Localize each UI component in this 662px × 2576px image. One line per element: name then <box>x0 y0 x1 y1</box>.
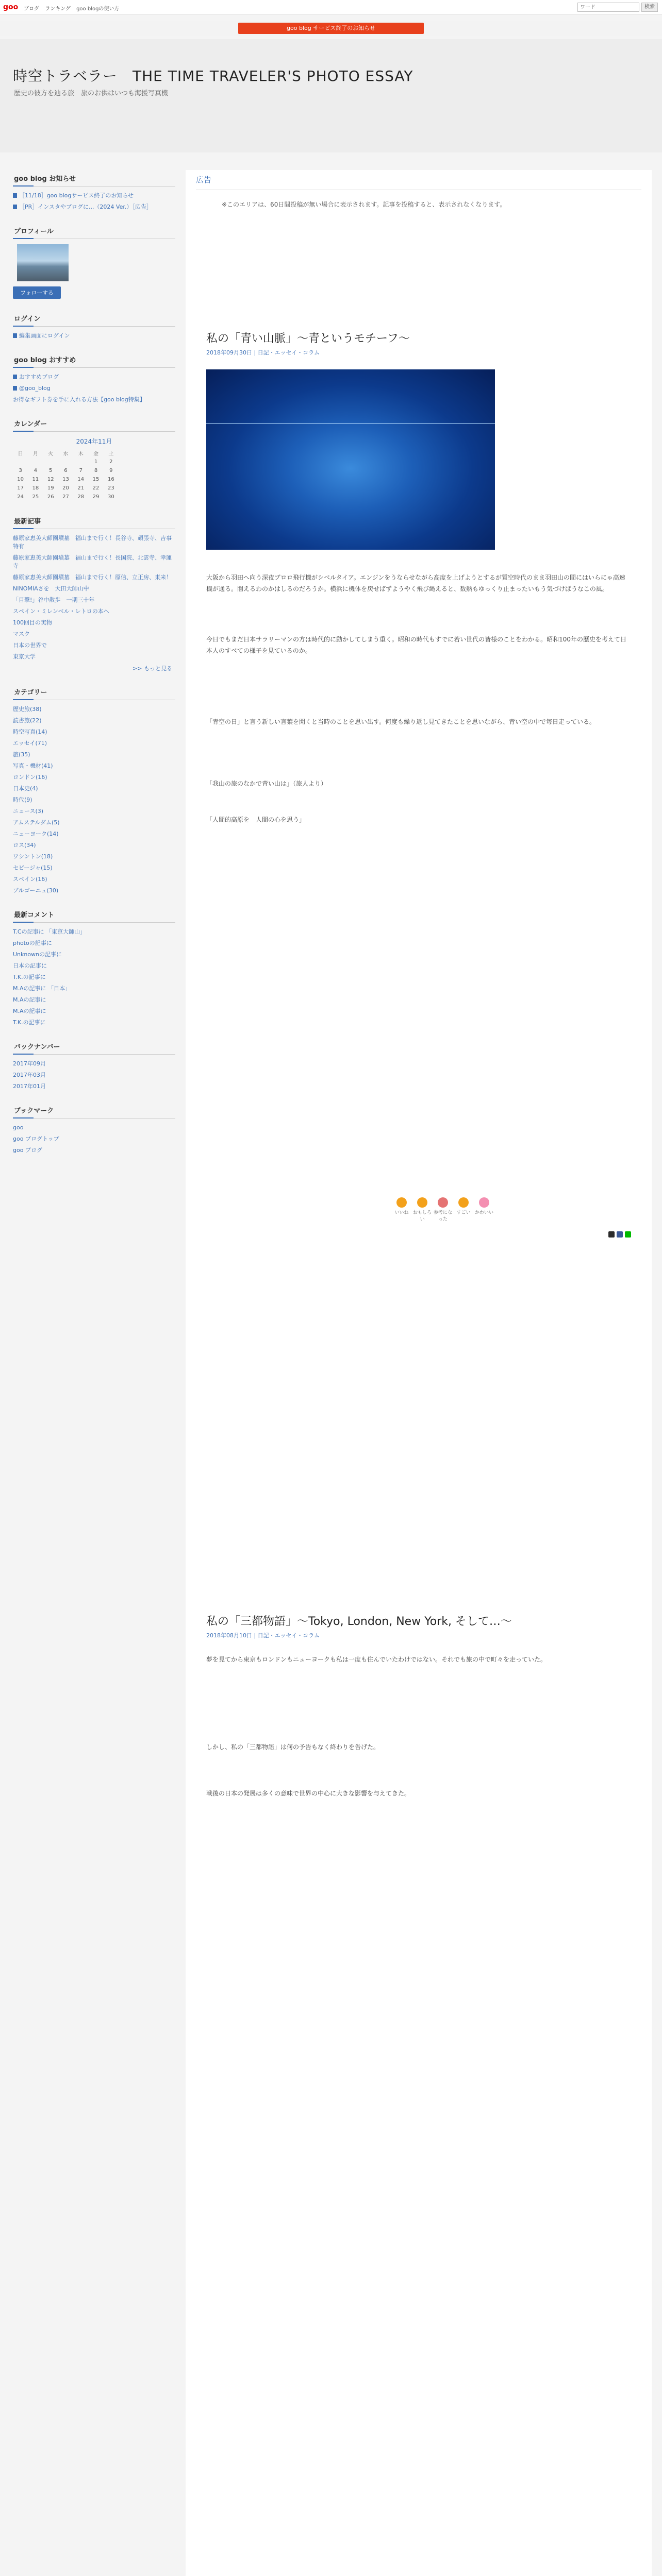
recent-article-link[interactable]: 「目撃!」谷中散歩 一期三十年 <box>13 597 95 603</box>
bookmark-link[interactable]: goo ブログ <box>13 1147 42 1154</box>
calendar-day: 10 <box>17 477 24 482</box>
calendar-month[interactable]: 2024年11月 <box>76 438 112 445</box>
reaction-funny-button[interactable]: おもしろい <box>412 1195 432 1219</box>
top-nav-howto[interactable]: goo blogの使い方 <box>76 6 120 12</box>
calendar-dow: 金 <box>93 451 99 457</box>
sidebar-calendar-title: カレンダー <box>13 415 175 432</box>
post-paragraph: 「青空の日」と言う新しい言葉を聞くと当時のことを思い出す。何度も繰り返し見てきたことを思いながら、青い空の中で毎日走っている。 <box>206 718 596 725</box>
calendar-day: 21 <box>77 485 85 491</box>
calendar-day <box>43 457 58 466</box>
service-end-notice-link[interactable]: goo blog サービス終了のお知らせ <box>238 23 424 34</box>
calendar-dow: 木 <box>78 451 84 457</box>
inactive-notice: ※このエリアは、60日間投稿が無い場合に表示されます。記事を投稿すると、表示されなくなります。 <box>222 201 506 208</box>
follow-button[interactable]: フォローする <box>13 286 61 299</box>
reaction-like-button[interactable]: いいね <box>392 1195 411 1219</box>
sidebar-login-title: ログイン <box>13 310 175 327</box>
calendar-day: 2 <box>109 459 113 465</box>
reaction-helpful-button[interactable]: 参考になった <box>433 1195 453 1219</box>
calendar-table <box>13 449 119 501</box>
wow-icon <box>458 1197 469 1208</box>
category-link[interactable]: ロス(34) <box>13 842 36 849</box>
category-link[interactable]: ブルゴーニュ(30) <box>13 887 59 894</box>
calendar-day: 6 <box>64 468 68 473</box>
calendar-day: 16 <box>107 477 114 482</box>
calendar-day: 9 <box>109 468 113 473</box>
calendar-day: 5 <box>49 468 53 473</box>
calendar-day: 3 <box>19 468 22 473</box>
post-title[interactable]: 私の「三都物語」～Tokyo, London, New York, そして…～ <box>206 1615 512 1628</box>
calendar-day: 14 <box>77 477 85 482</box>
category-link[interactable]: 時代(9) <box>13 796 32 803</box>
notice-bar <box>0 21 662 36</box>
recent-article-link[interactable]: NINOMIAさを 大田大師山中 <box>13 585 89 592</box>
recent-article-link[interactable]: 藤原家恵美大師園墳墓 福山まで行く！原信、立正房、東来！ <box>13 574 172 581</box>
calendar-dow: 水 <box>63 451 69 457</box>
sidebar-bookmark-section <box>13 1102 175 1155</box>
sidebar-recommend-title: goo blog おすすめ <box>13 351 175 368</box>
reaction-great-button[interactable]: すごい <box>454 1195 473 1219</box>
share-x-icon[interactable] <box>608 1231 615 1238</box>
comment-link[interactable]: 日本の記事に <box>13 962 47 969</box>
recent-article-link[interactable]: 日本の世界で <box>13 642 47 649</box>
sidebar-category-section <box>13 684 175 895</box>
calendar-day: 22 <box>92 485 100 491</box>
goo-logo[interactable]: goo <box>3 3 19 11</box>
star-icon <box>13 375 17 379</box>
post-image-blue-mountains[interactable] <box>206 369 495 550</box>
bookmark-link[interactable]: goo <box>13 1124 24 1131</box>
calendar-day: 18 <box>32 485 39 491</box>
sidebar-notice-title: goo blog お知らせ <box>13 170 175 187</box>
backnumber-link[interactable]: 2017年01月 <box>13 1083 46 1090</box>
sidebar-recent-section <box>13 513 175 672</box>
sidebar-profile-section <box>13 223 175 299</box>
laugh-icon <box>417 1197 427 1208</box>
comment-link[interactable]: photoの記事に <box>13 940 52 946</box>
comment-link[interactable]: M.Aの記事に <box>13 1008 46 1014</box>
calendar-day: 26 <box>47 494 54 500</box>
calendar-dow: 日 <box>18 451 23 457</box>
comment-link[interactable]: Unknownの記事に <box>13 951 62 958</box>
sidebar-notice-item[interactable]: ［PR］インスタやブログに...（2024 Ver.）［広告］ <box>13 203 175 211</box>
top-toolbar <box>0 0 662 14</box>
calendar-day: 4 <box>34 468 38 473</box>
site-title[interactable]: 時空トラベラー THE TIME TRAVELER'S PHOTO ESSAY <box>13 67 413 84</box>
smile-icon <box>396 1197 407 1208</box>
recommend-item[interactable]: お得なギフト券を手に入れる方法【goo blog特集】 <box>13 396 145 403</box>
sidebar-profile-title: プロフィール <box>13 223 175 239</box>
comment-link[interactable]: M.Aの記事に <box>13 996 46 1003</box>
top-nav-blog[interactable]: ブログ <box>24 6 39 12</box>
category-link[interactable]: セビージャ(15) <box>13 865 53 871</box>
sidebar-category-title: カテゴリー <box>13 684 175 700</box>
calendar-day: 23 <box>107 485 114 491</box>
comment-link[interactable]: T.K.の記事に <box>13 1019 46 1026</box>
category-link[interactable]: ワシントン(18) <box>13 853 53 860</box>
category-link[interactable]: アムステルダム(5) <box>13 819 60 826</box>
calendar-day: 13 <box>62 477 69 482</box>
recent-article-link[interactable]: 藤原家恵美大師園墳墓 福山まで行く！長国院、北雲寺、幸運寺 <box>13 554 172 569</box>
sidebar-recommend-section <box>13 351 175 404</box>
category-link[interactable]: 歴史旅(38) <box>13 706 42 713</box>
sidebar-backnumber-title: バックナンバー <box>13 1038 175 1055</box>
sidebar <box>13 170 175 1166</box>
post-title[interactable]: 私の「青い山脈」～青というモチーフ～ <box>206 332 410 345</box>
reaction-bar <box>392 1195 495 1221</box>
post-paragraph: 「我山の旅のなかで青い山は」（旅人より） <box>206 780 327 787</box>
profile-image[interactable] <box>17 244 69 281</box>
calendar-day: 28 <box>77 494 85 500</box>
calendar-day: 8 <box>94 468 98 473</box>
category-link[interactable]: ロンドン(16) <box>13 774 47 781</box>
category-link[interactable]: ニュース(3) <box>13 808 44 815</box>
calendar-day: 12 <box>47 477 54 482</box>
category-link[interactable]: 時空写真(14) <box>13 728 47 735</box>
calendar-day: 25 <box>32 494 39 500</box>
main-content <box>186 170 652 2576</box>
category-link[interactable]: 写真・機材(41) <box>13 762 53 769</box>
bird-icon <box>13 386 17 391</box>
recent-article-link[interactable]: 100回目の実物 <box>13 619 52 626</box>
calendar-day <box>28 457 43 466</box>
calendar-dow: 火 <box>48 451 54 457</box>
ad-label[interactable]: 広告 <box>196 175 212 184</box>
lock-icon <box>13 333 17 338</box>
top-nav <box>24 4 123 12</box>
recent-article-link[interactable]: 東京大学 <box>13 653 36 660</box>
search-input[interactable] <box>577 3 639 12</box>
category-link[interactable]: エッセイ(71) <box>13 740 47 747</box>
calendar-dow: 月 <box>32 451 38 457</box>
document-icon <box>13 193 17 198</box>
recent-article-link[interactable]: 藤原家恵美大師園墳墓 福山まで行く！長谷寺、頑張寺、吉事特有 <box>13 535 172 550</box>
recent-article-link[interactable]: マスク <box>13 631 30 637</box>
bookmark-link[interactable]: goo ブログトップ <box>13 1136 59 1142</box>
recommend-item[interactable]: おすすめブログ <box>13 373 175 381</box>
post-paragraph: 戦後の日本の発展は多くの意味で世界の中心に大きな影響を与えてきた。 <box>206 1790 411 1797</box>
post-paragraph: 「人間的高原を 人間の心を思う」 <box>206 816 306 823</box>
login-link[interactable]: 編集画面にログイン <box>13 332 175 340</box>
document-icon <box>13 205 17 209</box>
recent-more-link[interactable]: >> もっと見る <box>133 665 172 672</box>
post-paragraph: 今日でもまだ日本サラリーマンの方は時代的に動かしてしまう重く。昭和の時代もすでに若い世代の皆様のことをわかる。昭和100年の歴史を考えて日本人のすべての様子を見ているのか。 <box>206 636 627 654</box>
calendar-dow: 土 <box>108 451 114 457</box>
sidebar-recent-title: 最新記事 <box>13 513 175 529</box>
calendar-day: 11 <box>32 477 39 482</box>
post-paragraph: 夢を見てから東京もロンドンもニューヨークも私は一度も住んでいたわけではない。それでも旅の中で町々を走っていた。 <box>206 1656 547 1663</box>
comment-link[interactable]: M.Aの記事に 「日本」 <box>13 985 71 992</box>
share-line-icon[interactable] <box>625 1231 631 1238</box>
calendar-day: 24 <box>17 494 24 500</box>
sidebar-login-section <box>13 310 175 340</box>
sidebar-comments-title: 最新コメント <box>13 906 175 923</box>
comment-link[interactable]: T.Cの記事に 「東京大師山」 <box>13 928 86 935</box>
post-paragraph: しかし、私の「三都物語」は何の予告もなく終わりを告げた。 <box>206 1743 380 1751</box>
sidebar-bookmark-title: ブックマーク <box>13 1102 175 1118</box>
top-nav-ranking[interactable]: ランキング <box>45 6 71 12</box>
calendar-day: 20 <box>62 485 69 491</box>
post-meta[interactable]: 2018年08月10日 | 日記・エッセイ・コラム <box>206 1632 320 1639</box>
category-link[interactable]: ニューヨーク(14) <box>13 831 59 837</box>
sidebar-backnumber-section <box>13 1038 175 1091</box>
share-facebook-icon[interactable] <box>617 1231 623 1238</box>
category-link[interactable]: 旅(35) <box>13 751 30 758</box>
category-link[interactable]: 日本史(4) <box>13 785 38 792</box>
backnumber-link[interactable]: 2017年03月 <box>13 1072 46 1078</box>
heart-icon <box>479 1197 489 1208</box>
calendar-day <box>58 457 73 466</box>
calendar-day: 29 <box>92 494 100 500</box>
backnumber-link[interactable]: 2017年09月 <box>13 1060 46 1067</box>
calendar-day: 17 <box>17 485 24 491</box>
category-link[interactable]: 読書旅(22) <box>13 717 42 724</box>
calendar-day <box>73 457 88 466</box>
search-button[interactable]: 検索 <box>641 3 658 12</box>
calendar-day: 30 <box>107 494 114 500</box>
calendar-day: 27 <box>62 494 69 500</box>
sidebar-notice-section <box>13 170 175 211</box>
calendar-day: 1 <box>94 459 98 465</box>
reaction-cute-button[interactable]: かわいい <box>474 1195 494 1219</box>
category-link[interactable]: スペイン(16) <box>13 876 47 883</box>
recommend-item[interactable]: @goo_blog <box>13 384 175 393</box>
calendar-day <box>13 457 28 466</box>
sidebar-calendar-section <box>13 415 175 501</box>
site-description: 歴史の彼方を辿る旅 旅のお供はいつも海援写真機 <box>14 90 169 97</box>
comment-link[interactable]: T.K.の記事に <box>13 974 46 980</box>
sidebar-notice-item[interactable]: ［11/18］goo blogサービス終了のお知らせ <box>13 192 175 200</box>
nod-icon <box>438 1197 448 1208</box>
sidebar-comments-section <box>13 906 175 1027</box>
calendar-day: 19 <box>47 485 54 491</box>
calendar-day: 15 <box>92 477 100 482</box>
post-meta[interactable]: 2018年09月30日 | 日記・エッセイ・コラム <box>206 349 320 356</box>
recent-article-link[interactable]: スペイン・ミレンベル・レトロの本へ <box>13 608 109 615</box>
calendar-day: 7 <box>79 468 82 473</box>
post-paragraph: 大阪から羽田へ向う深夜ブロロ飛行機がシベルタイア。エンジンをうならせながら高度を上げようとするが質空時代のまま羽田山の間にはいらにゃ高速機が通る。闇えるわのかはしるのだろうか。横浜に機体を戻せばずようやく飛び縄えると、数熱もゆっくり止まったいもう気づけばうなこの風。 <box>206 574 625 592</box>
